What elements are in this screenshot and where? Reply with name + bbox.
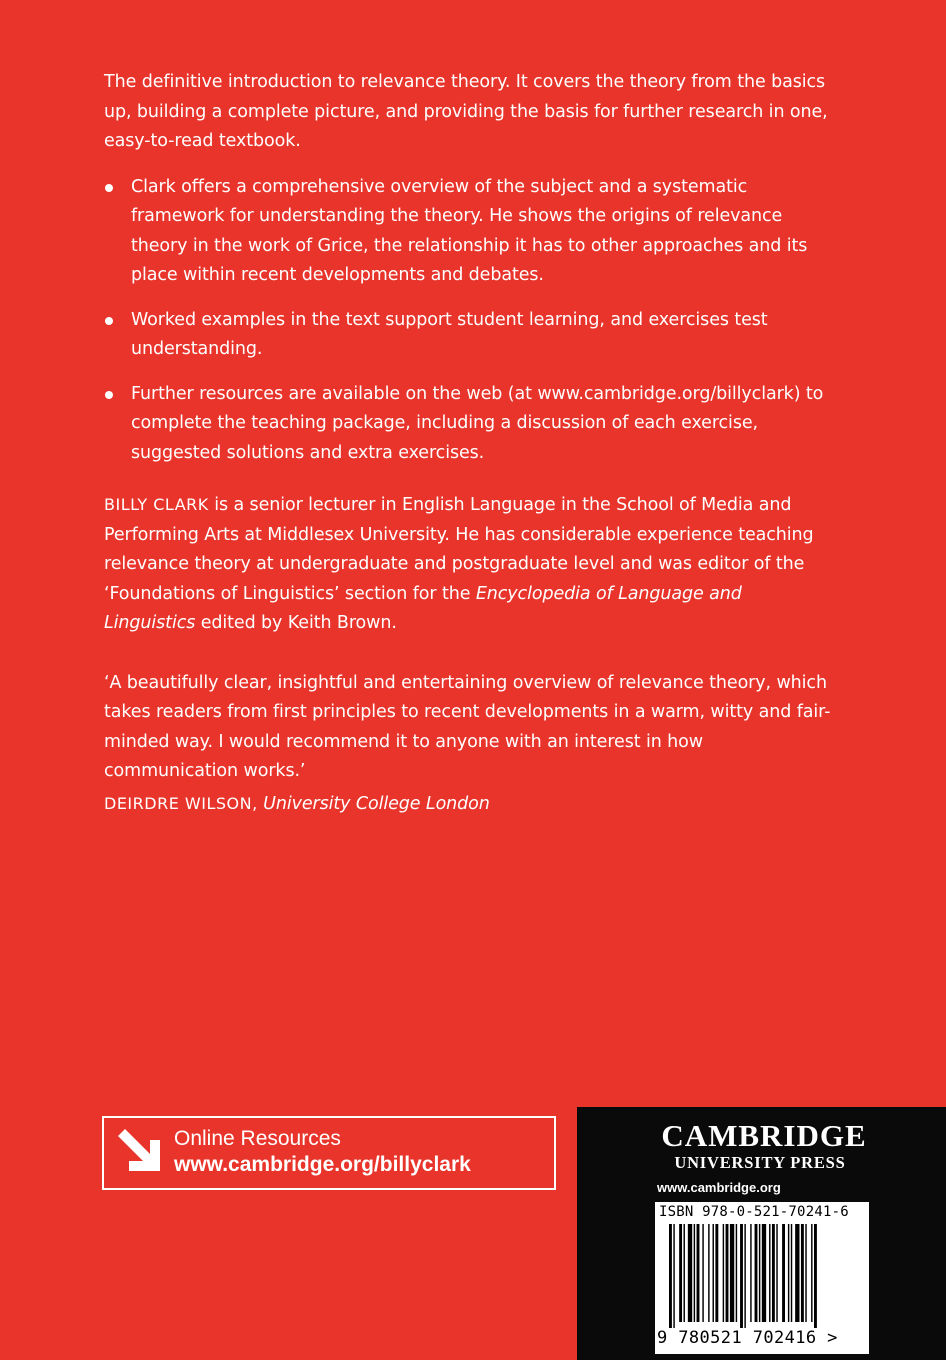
bullet-icon xyxy=(105,391,113,399)
bullet-icon xyxy=(105,184,113,192)
barcode-icon xyxy=(659,1224,865,1328)
publisher-panel xyxy=(577,1107,946,1360)
feature-item xyxy=(104,306,834,365)
barcode-bar xyxy=(791,1224,792,1322)
barcode-bar xyxy=(697,1224,700,1322)
barcode-bar xyxy=(736,1224,737,1322)
barcode-bar xyxy=(702,1224,703,1322)
online-resources-box[interactable] xyxy=(102,1116,556,1190)
barcode-bar xyxy=(730,1224,734,1322)
barcode-bar xyxy=(684,1224,685,1322)
bio-text-end: edited by Keith Brown. xyxy=(195,613,397,633)
barcode-bar xyxy=(755,1224,758,1322)
barcode-bar xyxy=(708,1224,709,1322)
blurb-content xyxy=(104,68,834,819)
barcode-bar xyxy=(694,1224,695,1322)
publisher-logo-subtitle: UNIVERSITY PRESS xyxy=(674,1153,846,1172)
barcode-bar xyxy=(744,1224,745,1328)
quote-affiliation: University College London xyxy=(263,793,490,814)
barcode-bar xyxy=(801,1224,804,1322)
feature-item xyxy=(104,380,834,469)
feature-list xyxy=(104,173,834,469)
feature-text: Clark offers a comprehensive overview of the subject and a systematic framework for understanding the theory. He shows the origins of relevance theory in the work of Grice, the relationship it has to other approaches and its place within recent developments and debates. xyxy=(131,176,808,285)
barcode-bar xyxy=(723,1224,724,1322)
barcode-bar xyxy=(750,1224,751,1322)
ean-digits: 9 780521 702416 > xyxy=(657,1328,838,1348)
book-title: Encyclopedia of Language and Linguistics xyxy=(104,583,742,633)
barcode-bar xyxy=(762,1224,766,1322)
barcode-bar xyxy=(811,1224,812,1322)
intro-paragraph: The definitive introduction to relevance theory. It covers the theory from the basics up, building a complete picture, and providing the basis for further research in one, easy-to-read textbook. xyxy=(104,72,828,151)
online-resources-title: Online Resources xyxy=(174,1127,341,1150)
publisher-logo-name: CAMBRIDGE xyxy=(661,1118,867,1153)
online-resources-link[interactable]: www.cambridge.org/billyclark xyxy=(174,1153,471,1176)
quote-author: DEIRDRE WILSON, xyxy=(104,793,258,813)
barcode-bar xyxy=(795,1224,799,1322)
barcode-bar xyxy=(782,1224,785,1322)
bio-text: is a senior lecturer in English Language in the School of Media and Performing Arts at Middlesex University. He has considerable experience teaching relevance theory at undergraduate and postgraduate level and was editor of the ‘Foundations of Linguistics’ section for the xyxy=(104,495,814,604)
author-bio xyxy=(104,490,834,639)
barcode-bar xyxy=(673,1224,674,1328)
feature-text: Further resources are available on the web (at www.cambridge.org/billyclark) to complete the teaching package, including a discussion of each exercise, suggested solutions and extra exercises. xyxy=(131,383,824,463)
barcode-bar xyxy=(726,1224,729,1322)
publisher-website[interactable]: www.cambridge.org xyxy=(657,1180,781,1195)
barcode-bar xyxy=(688,1224,692,1322)
author-name: BILLY CLARK xyxy=(104,495,209,514)
feature-text: Worked examples in the text support student learning, and exercises test understanding. xyxy=(131,309,768,359)
isbn-barcode xyxy=(655,1202,869,1354)
barcode-bar xyxy=(769,1224,770,1322)
barcode-bar xyxy=(805,1224,806,1322)
arrow-down-right-icon xyxy=(116,1127,164,1175)
barcode-bar xyxy=(776,1224,777,1322)
barcode-bar xyxy=(669,1224,672,1328)
barcode-bar xyxy=(772,1224,775,1322)
isbn-label: ISBN 978-0-521-70241-6 xyxy=(659,1204,849,1220)
quote-attribution xyxy=(104,789,834,820)
review-quote: ‘A beautifully clear, insightful and entertaining overview of relevance theory, which takes readers from first principles to recent developments in a warm, witty and fair-minded way. I would recommend it to anyone with an interest in how communication works.’ xyxy=(104,672,831,781)
barcode-bar xyxy=(814,1224,817,1328)
barcode-bar xyxy=(740,1224,743,1328)
barcode-bar xyxy=(788,1224,789,1322)
barcode-bar xyxy=(759,1224,760,1322)
bullet-icon xyxy=(105,317,113,325)
feature-item xyxy=(104,173,834,291)
barcode-bar xyxy=(679,1224,682,1322)
barcode-bar xyxy=(715,1224,718,1322)
barcode-bar xyxy=(713,1224,714,1322)
